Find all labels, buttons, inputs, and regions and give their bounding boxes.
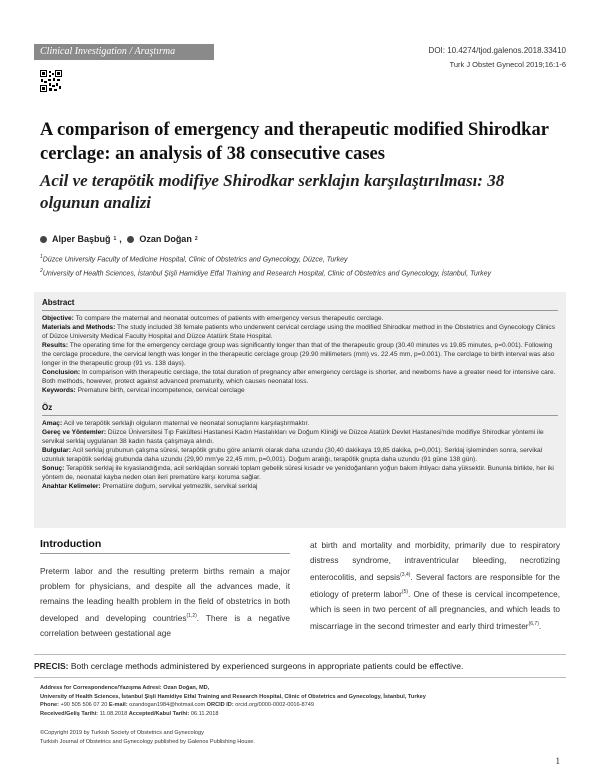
abstract-methods: Materials and Methods: The study included 38 female patients who underwent cervical cerclage using the modified Shirodkar method in the Obstetrics and Gynecology Clinics of Düzce University Medical Faculty Hospital and Düzce Atatürk State Hospital. — [42, 324, 555, 340]
abstract-box — [34, 292, 566, 528]
citation[interactable]: (3,4) — [400, 572, 411, 578]
orcid-icon[interactable] — [127, 236, 134, 243]
oz-sonuc: Sonuç: Terapötik serklaj ile kıyaslandığında, acil serklajdan sonraki toplam gebelik süresi kısadır ve yenidoğanların yoğun bakım ihtiyacı daha yüksektir. Bununla birlikte, her iki yöntem de, neonatal kayba neden olan ileri prematüre karşı koruma sağlar. — [42, 465, 554, 481]
intro-paragraph: at birth and mortality and morbidity, primarily due to respiratory distress syndrome, intraventricular bleeding, necrotizing enterocolitis, and sepsis$^{(3,4)}$. Several factors are responsible for the etiology of preterm labor$^{(5)}$. One of these is cervical incompetence, which is seen in two percent of all pregnancies, and which leads to miscarriage in the second trimester and early third trimester$^{(6,7)}$. — [310, 540, 560, 631]
oz-anahtar: Anahtar Kelimeler: Prematüre doğum, servikal yetmezlik, servikal serklaj — [42, 483, 258, 490]
affiliation-1: $^1$Düzce University Faculty of Medicine Hospital, Clinic of Obstetrics and Gynecology, Düzce, Turkey — [40, 254, 348, 264]
intro-left-column — [40, 538, 290, 641]
article-title-turkish: Acil ve terapötik modifiye Shirodkar serklajın karşılaştırılması: 38 olgunun analizi — [40, 171, 505, 212]
oz-bulgular: Bulgular: Acil serklaj grubunun çalışma süresi, terapötik grubu göre anlamlı olarak daha uzundu (30,40 dakikaya 19,85 dakika, p=0,001). Serklaj işleminden sonra, servikal uzunluk terapötik serklaj grubunda daha uzundu (29,90 mm'ye 22,45 mm, p=0,001). Doğum aralığı, terapötik grupta daha uzundu (91 güne 138 gün). — [42, 447, 543, 463]
article-title-english: A comparison of emergency and therapeutic modified Shirodkar cerclage: an analysis of 38 consecutive cases — [40, 120, 549, 164]
citation[interactable]: (5) — [401, 588, 409, 595]
divider — [42, 415, 558, 416]
article-category: Clinical Investigation / Araştırma — [34, 44, 214, 60]
affiliation-marker: 1 — [113, 236, 117, 242]
author-name: Ozan Doğan — [139, 234, 192, 244]
oz-heading: Öz — [42, 403, 53, 412]
correspondence-footer: Address for Correspondence/Yazışma Adresi: Ozan Doğan, MD, University of Health Sciences, İstanbul Şişli Hamidiye Etfal Training and Research Hospital, Clinic of Obstetrics and Gynecology, İstanbul, Turkey Phone: +90 505 506 07 20 E-mail: ozandogan1984@hotmail.com ORCID ID: orcid.org/0000-0002-0016-8749 Received/Geliş Tarihi: 11.08.2018 Accepted/Kabul Tarihi: 06.11.2018 — [40, 685, 426, 717]
copyright-notice: ©Copyright 2019 by Turkish Society of Obstetrics and Gynecology Turkish Journal of Obstetrics and Gynecology published by Galenos Publishing House. — [40, 730, 255, 745]
intro-right-column — [310, 538, 560, 633]
section-heading: Introduction — [40, 538, 290, 554]
abstract-keywords: Keywords: Premature birth, cervical incompetence, cervical cerclage — [42, 387, 245, 394]
page-number: 1 — [555, 756, 560, 766]
abstract-conclusion: Conclusion: In comparison with therapeutic cerclage, the total duration of pregnancy after emergency cerclage is shorter, and newborns have a greater need for intensive care. Both methods, however, protect against advanced prematurity, which causes neonatal loss. — [42, 369, 556, 385]
orcid-link[interactable]: orcid.org/0000-0002-0016-8749 — [235, 702, 314, 709]
oz-gerec: Gereç ve Yöntemler: Düzce Üniversitesi Tıp Fakültesi Hastanesi Kadın Hastalıkları ve Doğum Kliniği ve Düzce Atatürk Devlet Hastanesi'nde modifiye Shirodkar yöntemi ile servikal serklaj uygulanan 38 kadın hasta çalışmaya alındı. — [42, 429, 544, 445]
qr-code-icon — [40, 70, 62, 92]
precis-box: PRECIS: Both cerclage methods administered by experienced surgeons in appropriate patients could be effective. — [34, 654, 566, 678]
affiliation-2: $^2$University of Health Sciences, İstanbul Şişli Hamidiye Etfal Training and Research Hospital, Clinic of Obstetrics and Gynecology, İstanbul, Turkey — [40, 268, 491, 278]
citation[interactable]: (1,2) — [186, 613, 197, 619]
orcid-icon[interactable] — [40, 236, 47, 243]
oz-amac: Amaç: Acil ve terapötik serklajlı olguların maternal ve neonatal sonuçlarını karşılaştırmaktır. — [42, 420, 310, 427]
divider — [42, 310, 558, 311]
email-link[interactable]: ozandogan1984@hotmail.com — [129, 702, 206, 709]
abstract-results: Results: The operating time for the emergency cerclage group was significantly longer than that of the therapeutic group (30.40 minutes vs 19.85 minutes, p=0.001). Following the cerclage procedure, the cervical length was longer in the therapeutic cerclage group (29.90 millimeters (mm) vs. 22.45 mm, p=0.001). The cerclage to birth interval was also longer in the therapeutic group (91 vs. 138 days). — [42, 342, 555, 367]
affiliation-marker: 2 — [194, 236, 198, 242]
abstract-objective: Objective: To compare the maternal and neonatal outcomes of patients with emergency versus therapeutic cerclage. — [42, 315, 384, 322]
intro-paragraph: Preterm labor and the resulting preterm births remain a major problem for physicians, and despite all the advances made, it remains the leading health problem in the field of obstetrics in both developed and developing countries$^{(1,2)}$. There is a negative correlation between gestational age — [40, 566, 290, 638]
abstract-heading: Abstract — [42, 298, 75, 307]
journal-reference: Turk J Obstet Gynecol 2019;16:1-6 — [449, 60, 566, 69]
citation[interactable]: (6,7) — [528, 620, 539, 627]
author-list: Alper Başbuğ 1 , Ozan Doğan 2 — [40, 234, 198, 244]
doi[interactable]: DOI: 10.4274/tjod.galenos.2018.33410 — [428, 46, 566, 55]
author-name: Alper Başbuğ — [52, 234, 111, 244]
